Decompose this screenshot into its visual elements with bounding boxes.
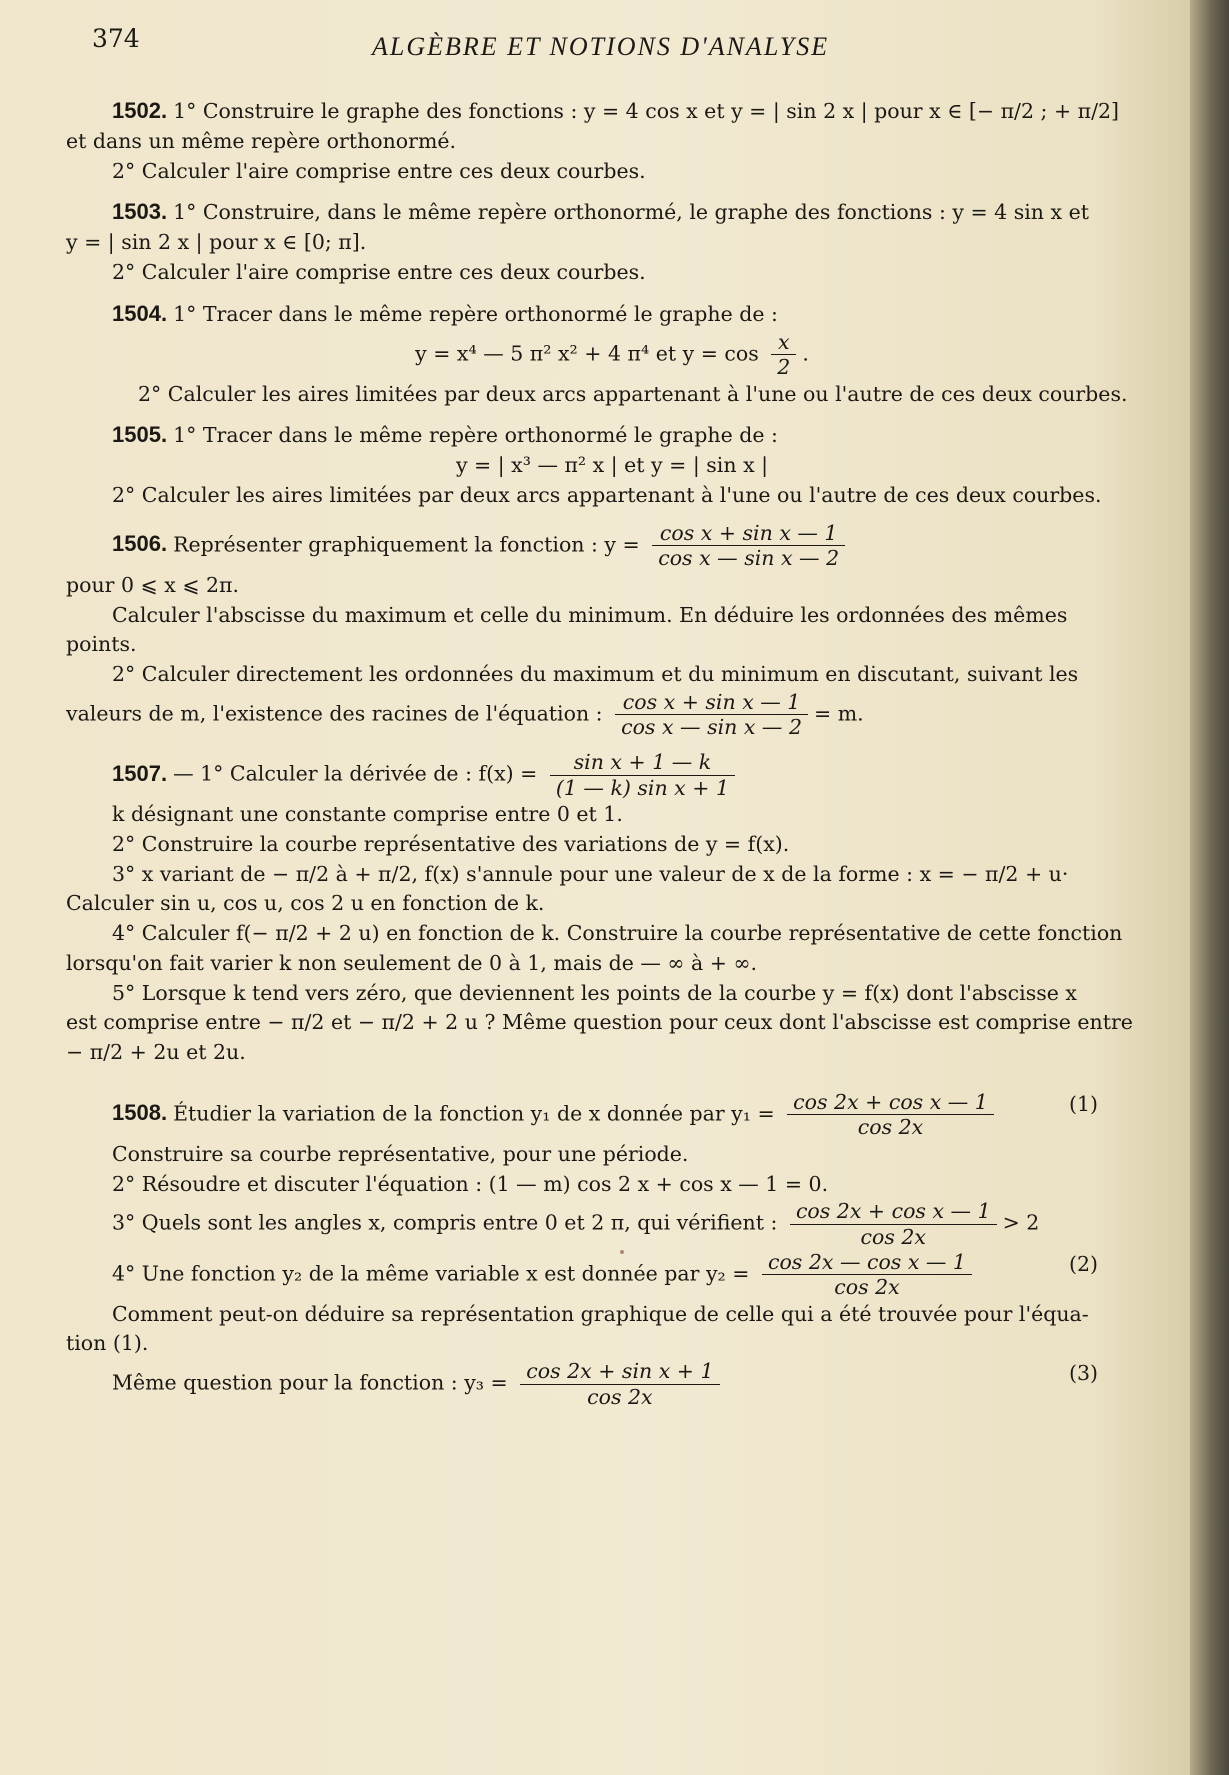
- fraction-denominator: 2: [777, 355, 791, 380]
- exercise-number: 1502.: [112, 98, 168, 123]
- fraction-numerator: cos x + sin x — 1: [615, 690, 808, 716]
- fraction-numerator: cos 2x — cos x — 1: [762, 1250, 972, 1276]
- fraction-denominator: cos 2x: [860, 1224, 926, 1249]
- equation-text: y = x⁴ — 5 π² x² + 4 π⁴ et y = cos: [415, 341, 759, 366]
- exercise-1503: [66, 196, 1158, 287]
- page-title: ALGÈBRE ET NOTIONS D'ANALYSE: [372, 32, 830, 61]
- fraction-numerator: cos 2x + cos x — 1: [790, 1199, 997, 1225]
- fraction-numerator: cos 2x + cos x — 1: [787, 1090, 994, 1116]
- equation-tag: (3): [1068, 1361, 1098, 1386]
- exercise-text: y = | sin 2 x | pour x ∈ [0; π].: [66, 230, 367, 255]
- exercise-text: pour 0 ⩽ x ⩽ 2π.: [66, 572, 240, 597]
- exercise-text: Étudier la variation de la fonction y₁ de x donnée par y₁ =: [173, 1101, 775, 1126]
- exercise-text: — 1° Calculer la dérivée de : f(x) =: [173, 761, 538, 786]
- fraction-numerator: cos 2x + sin x + 1: [520, 1359, 719, 1385]
- exercise-text: 2° Construire la courbe représentative des variations de y = f(x).: [112, 831, 790, 856]
- fraction: [771, 330, 796, 380]
- exercise-1507: [66, 750, 1158, 1068]
- exercise-text: 3° x variant de − π/2 à + π/2, f(x) s'annule pour une valeur de x de la forme : x = − π/2 + u·: [112, 861, 1069, 886]
- exercise-number: 1505.: [112, 422, 168, 448]
- exercise-1508: [66, 1090, 1158, 1410]
- equation-text: .: [802, 341, 809, 366]
- exercise-text: Comment peut-on déduire sa représentation graphique de celle qui a été trouvée pour l'équa-: [112, 1301, 1089, 1326]
- exercise-text: k désignant une constante comprise entre 0 et 1.: [112, 802, 623, 827]
- equation-tag: (2): [1068, 1251, 1098, 1276]
- equation: [66, 330, 1158, 380]
- exercise-text: 2° Calculer l'aire comprise entre ces deux courbes.: [112, 259, 646, 284]
- exercise-text: 2° Calculer directement les ordonnées du maximum et du minimum en discutant, suivant les: [112, 662, 1079, 687]
- exercise-1502: [66, 95, 1158, 186]
- exercise-text: 1° Tracer dans le même repère orthonormé le graphe de :: [173, 423, 778, 448]
- fraction-denominator: cos 2x: [834, 1275, 900, 1300]
- exercise-text: 1° Construire, dans le même repère orthonormé, le graphe des fonctions : y = 4 sin x et: [173, 200, 1089, 225]
- fraction: [790, 1199, 997, 1249]
- fraction: [762, 1250, 972, 1300]
- fraction: [520, 1359, 719, 1409]
- exercise-text: lorsqu'on fait varier k non seulement de 0 à 1, mais de — ∞ à + ∞.: [66, 950, 758, 975]
- paper-speck: [620, 1250, 624, 1254]
- exercise-list: [66, 95, 1158, 1409]
- exercise-text: − π/2 + 2u et 2u.: [66, 1039, 246, 1064]
- page-number: 374: [92, 24, 140, 53]
- exercise-text: Construire sa courbe représentative, pour une période.: [112, 1141, 689, 1166]
- exercise-number: 1507.: [112, 760, 168, 786]
- exercise-text: 2° Calculer l'aire comprise entre ces deux courbes.: [112, 158, 646, 183]
- exercise-text: 4° Calculer f(− π/2 + 2 u) en fonction de k. Construire la courbe représentative de cette fonction: [112, 921, 1123, 946]
- fraction-denominator: cos x — sin x — 2: [658, 546, 840, 571]
- exercise-text: 4° Une fonction y₂ de la même variable x est donnée par y₂ =: [112, 1261, 750, 1286]
- exercise-text: Calculer l'abscisse du maximum et celle du minimum. En déduire les ordonnées des mêmes: [112, 602, 1068, 627]
- fraction-numerator: x: [771, 330, 796, 356]
- fraction: [615, 690, 808, 740]
- exercise-1505: [66, 419, 1158, 510]
- exercise-text: Calculer sin u, cos u, cos 2 u en fonction de k.: [66, 891, 545, 916]
- exercise-number: 1508.: [112, 1100, 168, 1126]
- fraction-denominator: cos 2x: [857, 1115, 924, 1140]
- fraction-denominator: cos 2x: [587, 1384, 653, 1409]
- exercise-text: Même question pour la fonction : y₃ =: [112, 1370, 508, 1395]
- fraction: [787, 1090, 994, 1140]
- exercise-text: 3° Quels sont les angles x, compris entre 0 et 2 π, qui vérifient :: [112, 1210, 778, 1235]
- equation-tag: (1): [1068, 1091, 1098, 1116]
- exercise-number: 1506.: [112, 531, 168, 557]
- exercise-text: 2° Résoudre et discuter l'équation : (1 — m) cos 2 x + cos x — 1 = 0.: [112, 1171, 829, 1196]
- exercise-text: valeurs de m, l'existence des racines de l'équation :: [66, 701, 603, 726]
- exercise-number: 1504.: [112, 300, 168, 326]
- equation-text: = m.: [814, 701, 864, 726]
- fraction-numerator: sin x + 1 — k: [550, 750, 735, 776]
- exercise-text: est comprise entre − π/2 et − π/2 + 2 u ? Même question pour ceux dont l'abscisse est comprise entre: [66, 1010, 1133, 1035]
- page-edge-shadow: [1190, 0, 1229, 1775]
- exercise-text: 2° Calculer les aires limitées par deux arcs appartenant à l'une ou l'autre de ces deux courbes.: [138, 381, 1128, 406]
- fraction-denominator: cos x — sin x — 2: [621, 715, 802, 740]
- exercise-text: et dans un même repère orthonormé.: [66, 128, 457, 153]
- fraction-denominator: (1 — k) sin x + 1: [555, 775, 729, 800]
- exercise-text: tion (1).: [66, 1331, 149, 1356]
- exercise-1506: [66, 521, 1158, 740]
- fraction: [652, 521, 845, 571]
- exercise-text: points.: [66, 632, 137, 657]
- exercise-number: 1503.: [112, 199, 168, 225]
- exercise-text: Représenter graphiquement la fonction : y =: [173, 532, 640, 557]
- exercise-text: 5° Lorsque k tend vers zéro, que deviennent les points de la courbe y = f(x) dont l'abscisse x: [112, 980, 1077, 1005]
- fraction-numerator: cos x + sin x — 1: [652, 521, 845, 547]
- running-head: [92, 24, 1182, 64]
- fraction: [550, 750, 735, 800]
- equation-text: > 2: [1002, 1210, 1040, 1235]
- exercise-1504: [66, 298, 1158, 410]
- exercise-text: 1° Construire le graphe des fonctions : y = 4 cos x et y = | sin 2 x | pour x ∈ [− π/2 ; + π/2]: [173, 99, 1120, 123]
- exercise-text: 1° Tracer dans le même repère orthonormé le graphe de :: [173, 301, 778, 326]
- exercise-text: 2° Calculer les aires limitées par deux arcs appartenant à l'une ou l'autre de ces deux courbes.: [112, 483, 1102, 508]
- equation: y = | x³ — π² x | et y = | sin x |: [455, 453, 769, 478]
